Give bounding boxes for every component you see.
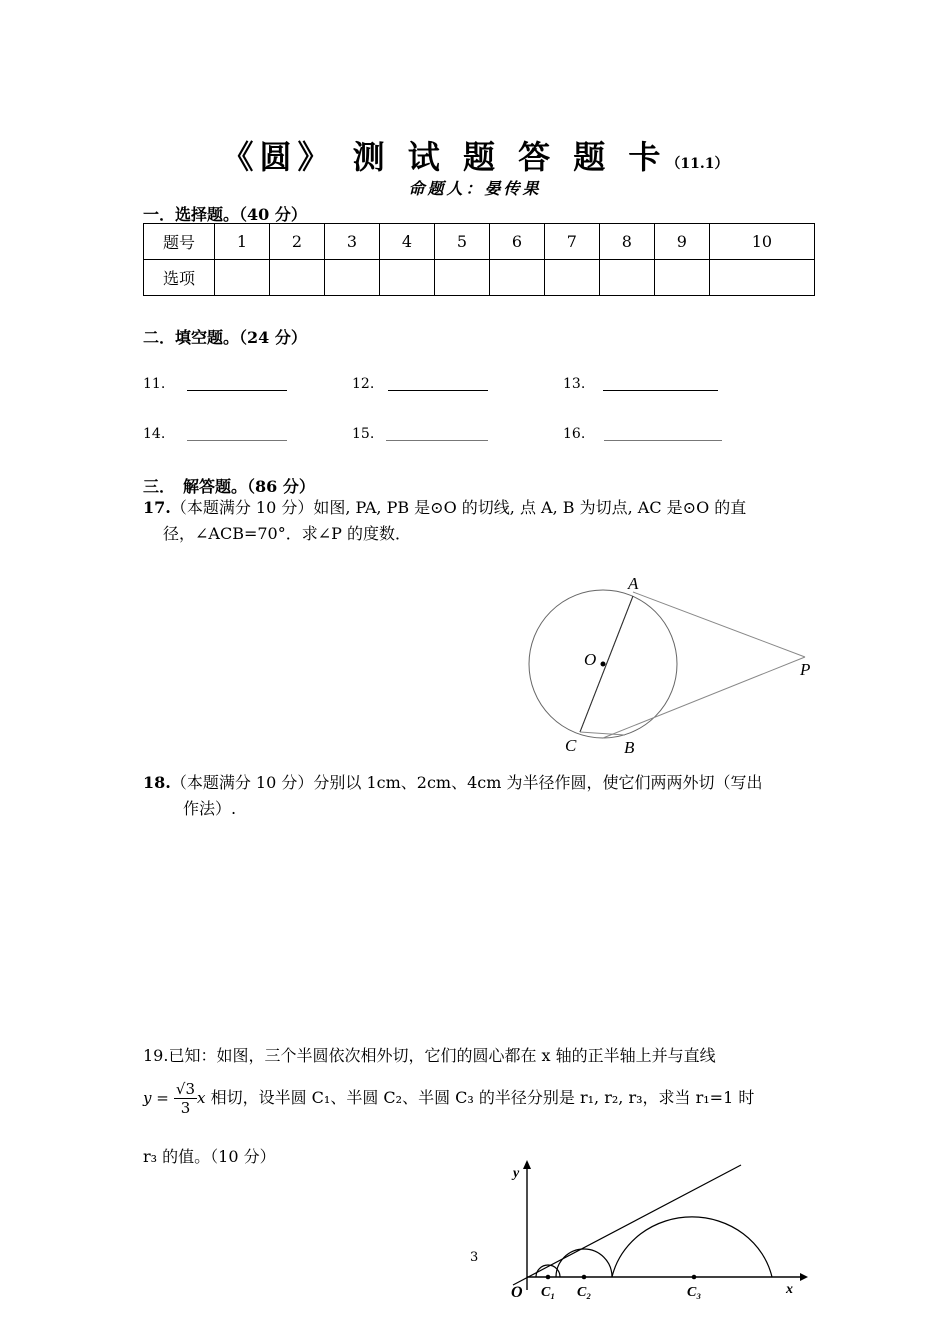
question-number: 8 xyxy=(599,224,654,260)
answer-cell[interactable] xyxy=(544,260,599,296)
answer-cell[interactable] xyxy=(654,260,709,296)
q17-figure xyxy=(520,565,820,765)
section1-heading: 一．选择题。（40 分） xyxy=(143,205,307,224)
blank-line-12[interactable] xyxy=(388,374,488,391)
label-b: B xyxy=(624,738,635,757)
header-label: 题号 xyxy=(144,224,215,260)
center-point xyxy=(601,662,606,667)
page-title xyxy=(0,132,950,178)
tangent-pa xyxy=(633,592,805,657)
question-number: 5 xyxy=(434,224,489,260)
table-row xyxy=(144,224,815,260)
label-c3: C₃ xyxy=(687,1285,702,1300)
semicircle-c3 xyxy=(612,1217,772,1277)
blank-line-15[interactable] xyxy=(386,424,488,441)
blank-label-15: 15. xyxy=(352,426,375,442)
chord-cb xyxy=(580,732,625,735)
tangent-pb xyxy=(603,657,805,738)
choice-table xyxy=(143,223,815,296)
q19-line3: r₃ 的值。（10 分） xyxy=(143,1147,276,1166)
q17-line2: 径，∠ACB=70°．求∠P 的度数． xyxy=(163,524,411,543)
question-number: 7 xyxy=(544,224,599,260)
center-c3 xyxy=(692,1275,697,1280)
blank-label-13: 13. xyxy=(563,376,586,392)
blank-line-11[interactable] xyxy=(187,374,287,391)
blank-line-13[interactable] xyxy=(603,374,718,391)
semicircle-c2 xyxy=(556,1249,612,1277)
y-axis-arrow xyxy=(523,1160,531,1169)
center-c2 xyxy=(582,1275,587,1280)
page-number: 3 xyxy=(470,1250,479,1265)
label-origin: O xyxy=(511,1284,523,1301)
table-row xyxy=(144,260,815,296)
eq-var: x xyxy=(197,1089,206,1107)
q19-line2: 相切，设半圆 C₁、半圆 C₂、半圆 C₃ 的半径分别是 r₁, r₂, r₃，求当 r₁=1 时 xyxy=(210,1088,755,1107)
eq-denominator: 3 xyxy=(180,1099,191,1117)
q17-line1: （本题满分 10 分）如图, PA, PB 是⊙O 的切线, 点 A, B 为切点, AC 是⊙O 的直 xyxy=(170,498,747,517)
question-number: 1 xyxy=(215,224,270,260)
question-number: 6 xyxy=(489,224,544,260)
title-sub: （11.1） xyxy=(666,156,729,172)
q19-figure xyxy=(505,1155,815,1305)
x-axis-arrow xyxy=(800,1273,808,1281)
center-c1 xyxy=(546,1275,551,1280)
answer-cell[interactable] xyxy=(709,260,814,296)
eq-lhs: y = xyxy=(143,1089,169,1107)
answer-cell[interactable] xyxy=(434,260,489,296)
label-c: C xyxy=(565,736,577,755)
label-y: y xyxy=(513,1166,520,1181)
question-number: 9 xyxy=(654,224,709,260)
question-number: 2 xyxy=(269,224,324,260)
q18-line2: 作法）. xyxy=(183,799,237,818)
row-label: 选项 xyxy=(144,260,215,296)
label-c2: C₂ xyxy=(577,1285,592,1300)
q17-text xyxy=(143,495,823,547)
author: 命题人：晏传果 xyxy=(408,179,542,198)
blank-label-16: 16. xyxy=(563,426,586,442)
q19-line1: 19.已知：如图，三个半圆依次相外切，它们的圆心都在 x 轴的正半轴上并与直线 xyxy=(143,1046,716,1065)
blank-label-12: 12. xyxy=(352,376,375,392)
blank-line-14[interactable] xyxy=(187,424,287,441)
answer-cell[interactable] xyxy=(489,260,544,296)
label-o: O xyxy=(584,650,597,669)
answer-cell[interactable] xyxy=(379,260,434,296)
answer-cell[interactable] xyxy=(324,260,379,296)
section2-heading: 二．填空题。（24 分） xyxy=(143,328,307,347)
answer-cell[interactable] xyxy=(215,260,270,296)
blank-label-14: 14. xyxy=(143,426,166,442)
label-x: x xyxy=(786,1282,793,1297)
question-number: 4 xyxy=(379,224,434,260)
q19-line2-wrap xyxy=(143,1080,823,1117)
q18-number: 18. xyxy=(143,773,171,792)
blank-line-16[interactable] xyxy=(604,424,722,441)
answer-cell[interactable] xyxy=(599,260,654,296)
label-p: P xyxy=(800,660,811,679)
q17-number: 17. xyxy=(143,498,171,517)
section3-heading: 三． 解答题。（86 分） xyxy=(143,477,315,496)
question-number: 10 xyxy=(709,224,814,260)
q18-line1: （本题满分 10 分）分别以 1cm、2cm、4cm 为半径作圆，使它们两两外切（写出 xyxy=(170,773,763,792)
q18-text xyxy=(143,770,823,822)
blank-label-11: 11. xyxy=(143,376,166,392)
eq-numerator: √3 xyxy=(175,1080,196,1098)
label-c1: C₁ xyxy=(541,1285,556,1300)
tangent-line xyxy=(513,1165,741,1285)
label-a: A xyxy=(628,574,639,593)
answer-cell[interactable] xyxy=(269,260,324,296)
title-main: 《圆》 测 试 题 答 题 卡 xyxy=(221,138,667,176)
question-number: 3 xyxy=(324,224,379,260)
eq-fraction xyxy=(174,1080,197,1117)
